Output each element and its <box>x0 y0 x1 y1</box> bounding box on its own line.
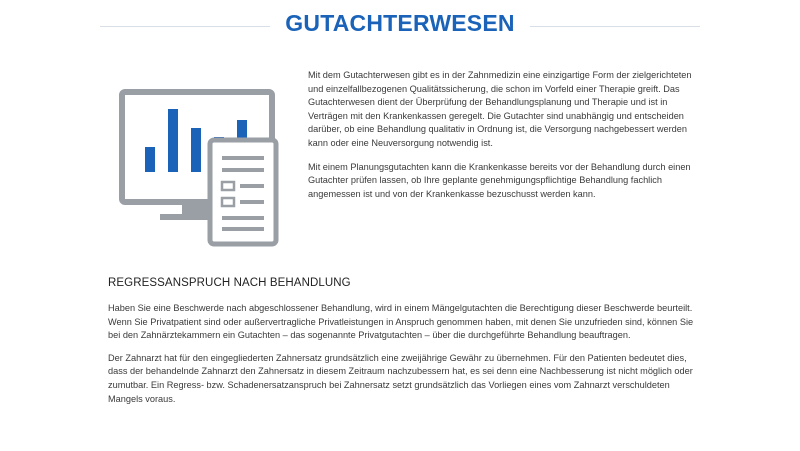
document-line <box>222 168 264 172</box>
intro-paragraph: Mit einem Planungsgutachten kann die Krankenkasse bereits vor der Behandlung durch einen Gutachter prüfen lassen, ob Ihre geplante genehmigungspflichtige Behandlung fachlich angemessen ist und von der Krankenkasse bezuschusst werden kann. <box>308 161 691 199</box>
title-divider-right <box>530 26 700 27</box>
document-line <box>240 184 264 188</box>
document-line <box>240 200 264 204</box>
monitor-chart-document-icon <box>110 82 290 247</box>
page-title: GUTACHTERWESEN <box>285 10 515 36</box>
section-heading: REGRESSANSPRUCH NACH BEHANDLUNG <box>108 277 351 289</box>
document-line <box>222 227 264 231</box>
section-body <box>108 302 698 415</box>
intro-paragraph: Mit dem Gutachterwesen gibt es in der Zahnmedizin eine einzigartige Form der zielgerichteten und einzelfallbezogenen Qualitätssicherung, die schon im Vorfeld einer Therapie greift. Das Gutachterwesen dient der Überprüfung der Behandlungsplanung und Therapie und ist in Verträgen mit den Krankenkassen geregelt. Die Gutachter sind unabhängig und entscheiden darüber, ob eine Behandlung qualitativ in Ordnung ist, die Versorgung nachgebessert werden kann oder eine Neuversorgung notwendig ist. <box>308 70 692 148</box>
page-header <box>0 4 800 44</box>
section-paragraph: Der Zahnarzt hat für den eingegliederten Zahnersatz grundsätzlich eine zweijährige Gewähr zu übernehmen. Für den Patienten bedeutet dies, dass der behandelnde Zahnarzt den Zahnersatz in diesem Zeitraum nachzubessern hat, es sei denn eine Nachbesserung ist nicht möglich oder zumutbar. Ein Regress- bzw. Schadenersatzanspruch bei Zahnersatz setzt grundsätzlich das Vorliegen eines vom Zahnarzt verschuldeten Mangels voraus. <box>108 352 693 404</box>
document-line <box>222 156 264 160</box>
chart-bar-2 <box>168 109 178 172</box>
section-paragraph: Haben Sie eine Beschwerde nach abgeschlossener Behandlung, wird in einem Mängelgutachten die Berechtigung dieser Beschwerde beurteilt. Wenn Sie Privatpatient sind oder außervertragliche Privatleistungen in Anspruch genommen haben, mit denen Sie unzufrieden sind, können Sie bei den Zahnärztekammern ein Gutachten – das sogenannte Privatgutachten – über die durchgeführte Behandlung beauftragen. <box>108 303 694 341</box>
intro-text <box>308 69 693 211</box>
monitor-neck <box>182 202 208 216</box>
chart-bar-1 <box>145 147 155 172</box>
document-line <box>222 216 264 220</box>
chart-bar-3 <box>191 128 201 172</box>
